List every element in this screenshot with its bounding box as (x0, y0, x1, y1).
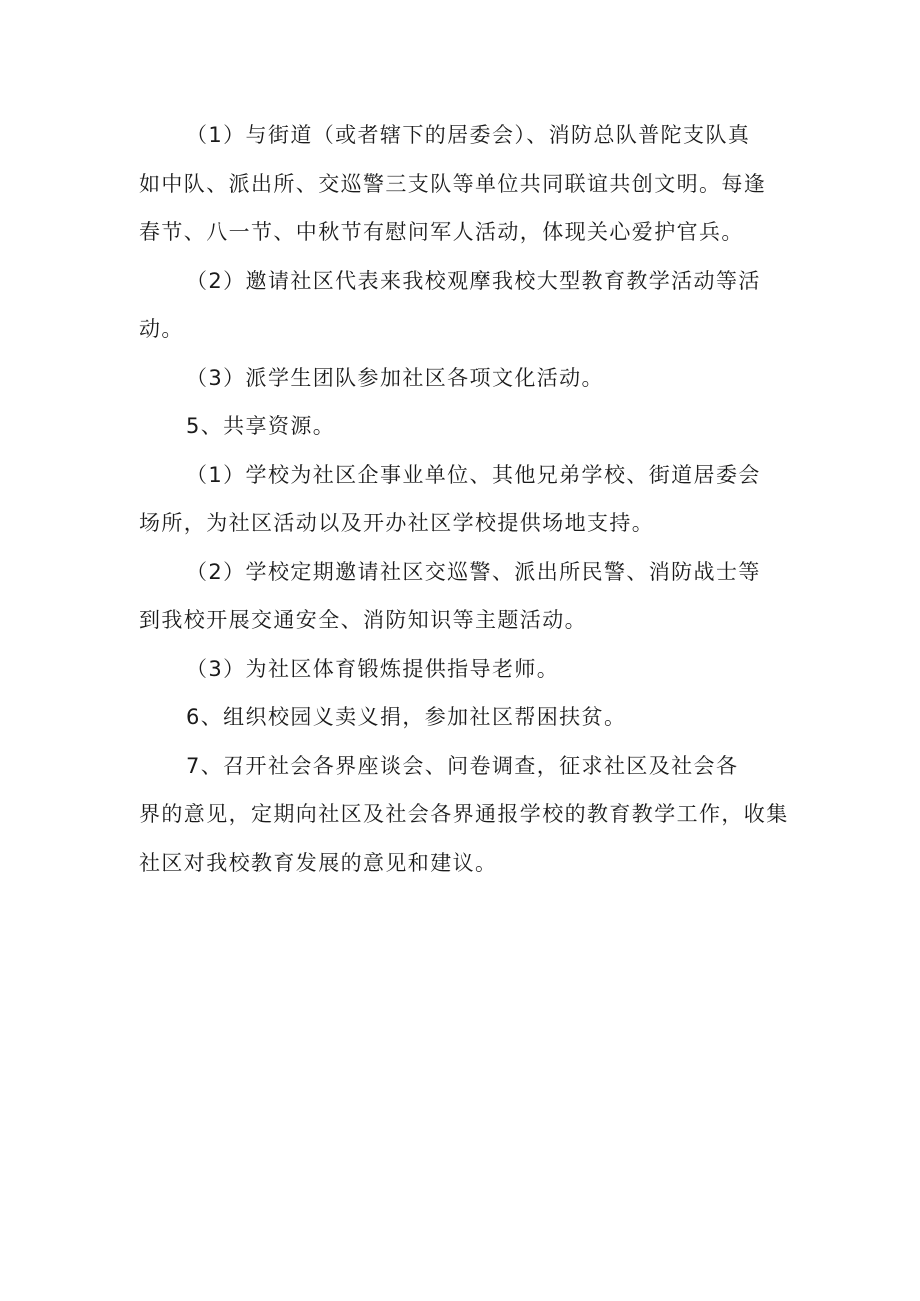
text-line: （1）与街道（或者辖下的居委会）、消防总队普陀支队真 (186, 123, 751, 147)
section-heading-share-resources (139, 402, 791, 451)
text-line: （2）邀请社区代表来我校观摩我校大型教育教学活动等活 (186, 268, 761, 293)
paragraph-community-partnership (139, 111, 791, 257)
paragraph-safety-activities (139, 548, 791, 645)
text-line: 春节、八一节、中秋节有慰问军人活动，体现关心爱护官兵。 (139, 220, 744, 244)
paragraph-venue-support (139, 451, 791, 548)
text-line: 界的意见，定期向社区及社会各界通报学校的教育教学工作，收集 (139, 802, 789, 826)
text-line: 社区对我校教育发展的意见和建议。 (139, 850, 498, 875)
text-line: 5、共享资源。 (186, 414, 336, 438)
text-line: （2）学校定期邀请社区交巡警、派出所民警、消防战士等 (186, 559, 761, 584)
text-line: 到我校开展交通安全、消防知识等主题活动。 (139, 608, 587, 632)
section-heading-charity-sale (139, 693, 791, 742)
text-line: 动。 (139, 317, 184, 341)
section-heading-symposium (139, 742, 791, 888)
text-line: （3）派学生团队参加社区各项文化活动。 (186, 365, 604, 390)
paragraph-invite-representatives (139, 257, 791, 354)
paragraph-sports-instructors (139, 645, 791, 694)
text-line: （3）为社区体育锻炼提供指导老师。 (186, 656, 560, 681)
text-line: 6、组织校园义卖义捐，参加社区帮困扶贫。 (186, 705, 627, 729)
text-line: 场所，为社区活动以及开办社区学校提供场地支持。 (139, 511, 655, 535)
document-body (139, 111, 791, 887)
paragraph-student-groups (139, 354, 791, 403)
text-line: 7、召开社会各界座谈会、问卷调查，征求社区及社会各 (186, 753, 739, 778)
text-line: （1）学校为社区企事业单位、其他兄弟学校、街道居委会 (186, 462, 761, 487)
text-line: 如中队、派出所、交巡警三支队等单位共同联谊共创文明。每逢 (139, 171, 767, 196)
